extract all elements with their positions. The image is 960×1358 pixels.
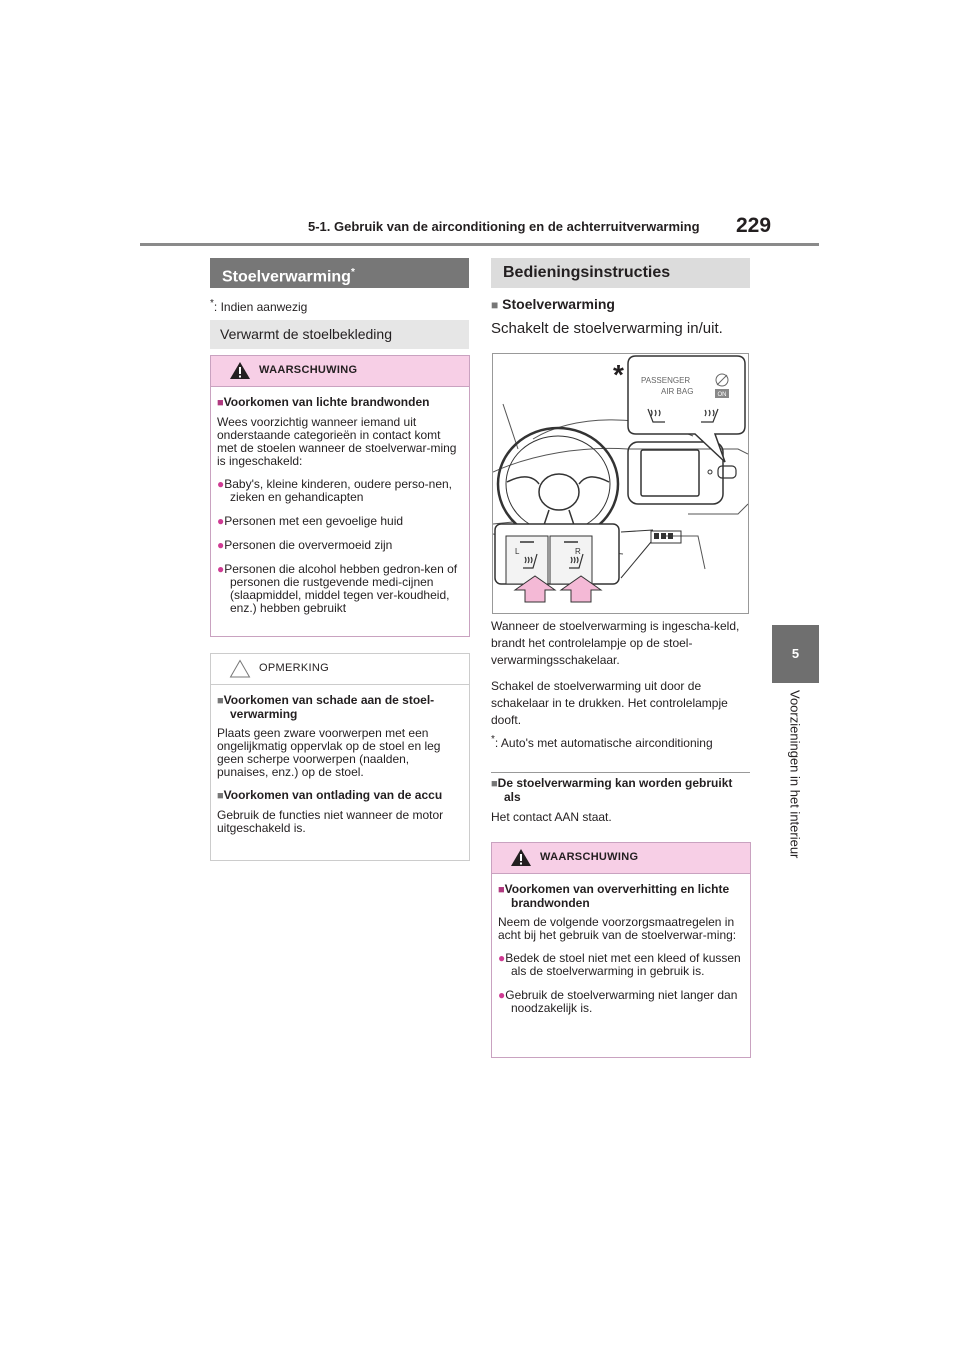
footnote-asterisk: * xyxy=(491,734,495,745)
warning-box-burns xyxy=(210,355,470,637)
switch-label-left: L xyxy=(515,547,520,556)
warning-header xyxy=(211,356,469,387)
running-header: 5-1. Gebruik van de airconditioning en de achterruitverwarming xyxy=(308,219,700,234)
notice-box xyxy=(210,653,470,861)
divider xyxy=(491,772,750,773)
footnote-text: : Indien aanwezig xyxy=(213,300,308,314)
warning-header xyxy=(492,843,750,874)
warning-label: WAARSCHUWING xyxy=(259,364,358,376)
footnote-asterisk: * xyxy=(210,298,214,309)
figure-asterisk: * xyxy=(613,359,624,390)
warning-intro: Wees voorzichtig wanneer iemand uit onderstaande categorieën in contact komt met de stoelen wanneer de stoelverwar-ming is ingeschakeld: xyxy=(217,415,457,468)
warning-subheading: ■Voorkomen van lichte brandwonden xyxy=(217,395,430,409)
lead-text: Schakelt de stoelverwarming in/uit. xyxy=(491,320,723,337)
availability-footnote xyxy=(210,298,307,314)
list-item: ●Gebruik de stoelverwarming niet langer dan noodzakelijk is. xyxy=(498,988,738,1015)
summary-box: Verwarmt de stoelbekleding xyxy=(210,320,469,349)
warning-triangle-icon xyxy=(510,848,532,867)
caution-triangle-icon xyxy=(229,659,251,678)
section-heading-seat-heating xyxy=(210,258,469,288)
list-item: ●Baby's, kleine kinderen, oudere perso-nen, zieken en gehandicapten xyxy=(217,477,453,504)
warning-intro: Neem de volgende voorzorgsmaatregelen in acht bij het gebruik van de stoelverwar-ming: xyxy=(498,915,737,942)
heading-asterisk: * xyxy=(350,267,355,278)
passenger-label: PASSENGER xyxy=(641,376,691,385)
notice-text-battery: Gebruik de functies niet wanneer de motor uitgeschakeld is. xyxy=(217,808,444,835)
on-label: ON xyxy=(717,392,727,398)
condition-text: Het contact AAN staat. xyxy=(491,810,612,824)
chapter-title-text: Voorzieningen in het interieur xyxy=(787,690,803,859)
footnote-text: : Auto's met automatische airconditioning xyxy=(494,736,713,750)
warning-box-overheating xyxy=(491,842,751,1058)
warning-triangle-icon xyxy=(229,361,251,380)
warning-subheading: ■Voorkomen van oververhitting en lichte brandwonden xyxy=(498,882,730,910)
airbag-label: AIR BAG xyxy=(661,387,694,396)
notice-subheading-battery: ■Voorkomen van ontlading van de accu xyxy=(217,788,443,802)
dashboard-drawing xyxy=(493,354,748,613)
chapter-tab: 5 xyxy=(772,625,819,683)
switch-label-right: R xyxy=(575,547,581,556)
subheading-seat-heating: ■ Stoelverwarming xyxy=(491,296,615,312)
heading-text: Stoelverwarming xyxy=(222,268,351,286)
notice-header xyxy=(211,654,469,685)
header-rule xyxy=(140,243,819,246)
page-number: 229 xyxy=(736,214,772,237)
condition-heading: ■De stoelverwarming kan worden gebruikt als xyxy=(491,776,733,804)
paragraph-indicator: Wanneer de stoelverwarming is ingescha-keld, brandt het controlelampje op de stoel-verwarmingsschakelaar. xyxy=(491,619,740,667)
list-item: ●Personen die alcohol hebben gedron-ken of personen die rustgevende medi-cijnen (slaapmiddel, middel tegen ver-koudheid, enz.) hebben gebruikt xyxy=(217,562,458,615)
paragraph-switch-off: Schakel de stoelverwarming uit door de schakelaar in te drukken. Het controlelampje dooft. xyxy=(491,679,728,727)
list-item: ●Personen die oververmoeid zijn xyxy=(217,538,393,552)
warning-label: WAARSCHUWING xyxy=(540,851,639,863)
notice-text-damage: Plaats geen zware voorwerpen met een ongelijkmatig oppervlak op de stoel en leg geen scherpe voorwerpen (naalden, punaises, enz.) op de stoel. xyxy=(217,726,441,779)
list-item: ●Personen met een gevoelige huid xyxy=(217,514,404,528)
dashboard-illustration xyxy=(492,353,749,614)
chapter-title xyxy=(762,690,828,880)
list-item: ●Bedek de stoel niet met een kleed of kussen als de stoelverwarming in gebruik is. xyxy=(498,951,741,978)
section-heading-operation: Bedieningsinstructies xyxy=(491,258,750,288)
auto-ac-footnote xyxy=(491,734,713,750)
notice-subheading-damage: ■Voorkomen van schade aan de stoel-verwarming xyxy=(217,693,435,721)
notice-label: OPMERKING xyxy=(259,662,329,674)
